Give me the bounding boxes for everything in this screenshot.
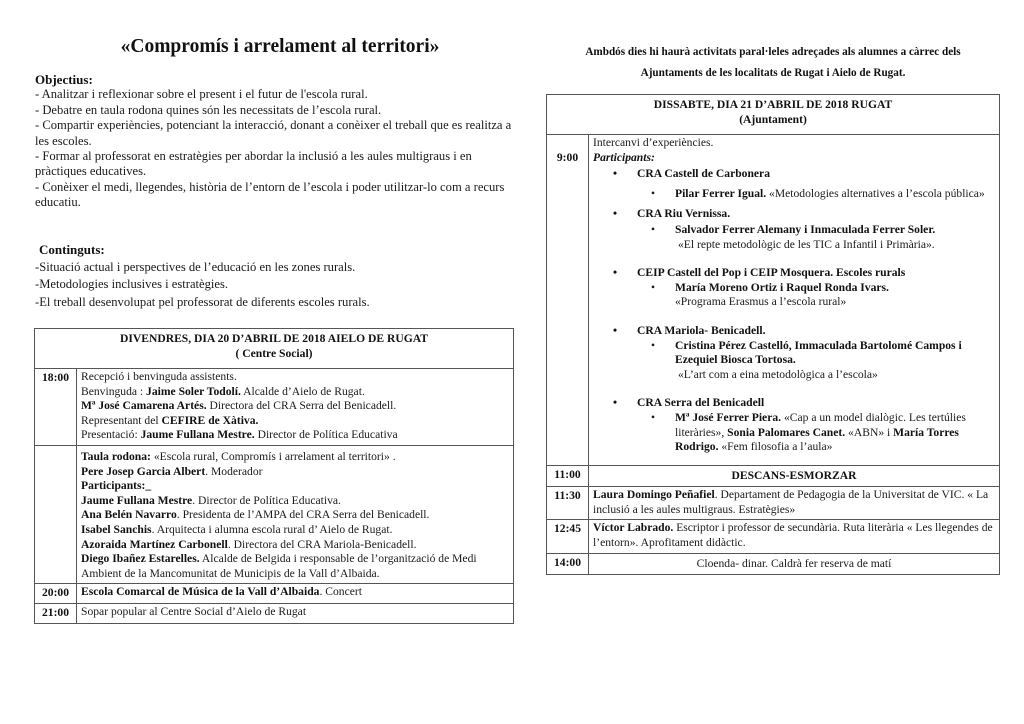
table-header-row — [547, 95, 1000, 135]
school-item: • CRA Mariola- Benicadell. — [605, 324, 995, 339]
activity-line: Representant del CEFIRE de Xàtiva. — [81, 413, 259, 427]
bullet-icon: • — [651, 280, 656, 294]
activity-line: Mª José Camarena Artés. Directora del CRA Serra del Benicadell. — [81, 399, 397, 413]
activity-line: Presentació: Jaume Fullana Mestre. Director de Política Educativa — [81, 428, 398, 442]
activity-line: Benvinguda : Jaime Soler Todolí. Alcalde d’Aielo de Rugat. — [81, 384, 365, 398]
bullet-icon: • — [613, 396, 618, 410]
table-row — [547, 465, 1000, 487]
activity-line: Jaume Fullana Mestre. Director de Política Educativa. — [81, 493, 341, 507]
bullet-icon: • — [651, 338, 656, 352]
table-header-row — [35, 329, 514, 369]
table-row — [547, 520, 1000, 553]
time-cell: 11:00 — [547, 465, 589, 487]
activity-line: Isabel Sanchis. Arquitecta i alumna escola rural d’ Aielo de Rugat. — [81, 522, 393, 536]
activity-line: Taula rodona: «Escola rural, Compromís i arrelament al territori» . — [81, 449, 396, 463]
school-item: • CRA Castell de Carbonera — [605, 167, 995, 182]
time-cell: 20:00 — [35, 584, 77, 604]
document-title: «Compromís i arrelament al territori» — [120, 36, 440, 57]
table-row — [35, 584, 514, 604]
note-line: Ajuntaments de les localitats de Rugat i Aielo de Rugat. — [640, 67, 906, 79]
friday-header-venue: ( Centre Social) — [235, 346, 313, 360]
activity-line: Diego Ibañez Estarelles. Alcalde de Belgida i responsable de l’organització de Medi Ambient de la Mancomunitat de Municipis de la Vall d’Albaida. — [81, 552, 477, 580]
talk-title: «L’art com a eina metodològica a l’escola» — [678, 367, 878, 381]
speaker-item: • María Moreno Ortiz i Raquel Ronda Ivars. — [643, 281, 995, 296]
objectives-heading: Objectius: — [35, 72, 93, 87]
table-row — [35, 369, 514, 446]
activity-line: Ana Belén Navarro. Presidenta de l’AMPA del CRA Serra del Benicadell. — [81, 508, 430, 522]
school-item: • CEIP Castell del Pop i CEIP Mosquera. Escoles rurals — [605, 266, 995, 281]
table-row — [35, 445, 514, 583]
activity-line: Pere Josep Garcia Albert. Moderador — [81, 464, 263, 478]
bullet-icon: • — [613, 167, 618, 181]
saturday-header-venue: (Ajuntament) — [739, 112, 807, 126]
time-cell: 9:00 — [547, 135, 589, 466]
participants-label: Participants: — [593, 150, 655, 164]
contents-item: -Metodologies inclusives i estratègies. — [35, 277, 229, 291]
activity-cell: Sopar popular al Centre Social d’Aielo de Rugat — [77, 603, 514, 623]
activity-cell — [77, 369, 514, 446]
objective-item: - Compartir experiències, potenciant la interacció, donant a conèixer el treball que es realitza a les escoles. — [35, 118, 512, 148]
closing-cell: Cloenda- dinar. Caldrà fer reserva de matí — [589, 553, 1000, 575]
contents-item: -Situació actual i perspectives de l’educació en les zones rurals. — [35, 259, 356, 274]
speaker-item: • Cristina Pérez Castelló, Immaculada Bartolomé Campos i Ezequiel Biosca Tortosa. — [643, 339, 995, 368]
table-row — [547, 553, 1000, 575]
activity-cell — [77, 445, 514, 583]
bullet-icon: • — [613, 266, 618, 280]
speaker-item: • Mª José Ferrer Piera. «Cap a un model dialògic. Les tertúlies literàries», Sonia Palomares Canet. «ABN» i María Torres Rodrigo. «Fem filosofia a l’aula» — [643, 411, 995, 455]
bullet-icon: • — [613, 323, 618, 337]
activity-cell: Escola Comarcal de Música de la Vall d’Albaida. Concert — [77, 584, 514, 604]
table-row — [547, 487, 1000, 520]
saturday-header — [547, 95, 1000, 135]
activity-line: Recepció i benvinguda assistents. — [81, 370, 237, 383]
bullet-icon: • — [651, 410, 656, 424]
time-cell: 11:30 — [547, 487, 589, 520]
table-row — [35, 603, 514, 623]
school-item: • CRA Serra del Benicadell — [605, 396, 995, 411]
bullet-icon: • — [651, 186, 656, 200]
activity-cell: Laura Domingo Peñafiel. Departament de Pedagogia de la Universitat de VIC. « La inclusió a les aules multigraus. Estratègies» — [589, 487, 1000, 520]
speaker-item: • Pilar Ferrer Igual. «Metodologies alternatives a l’escola pública» — [643, 187, 995, 202]
activity-line: Participants:_ — [81, 479, 152, 493]
time-cell: 12:45 — [547, 520, 589, 553]
saturday-schedule-table — [546, 94, 1000, 575]
parallel-activities-note — [546, 42, 1000, 84]
activity-cell — [589, 135, 1000, 466]
school-item: • CRA Riu Vernissa. — [605, 207, 995, 222]
time-cell: 18:00 — [35, 369, 77, 446]
activity-cell: Víctor Labrado. Escriptor i professor de secundària. Ruta literària « Les llegendes de l’entorn». Aprofitament didàctic. — [589, 520, 1000, 553]
friday-schedule-table — [34, 328, 514, 624]
table-row — [547, 135, 1000, 466]
note-line: Ambdós dies hi haurà activitats paral·leles adreçades als alumnes a càrrec dels — [585, 46, 961, 58]
time-cell — [35, 445, 77, 583]
objectives-section — [35, 72, 515, 211]
objective-item: - Debatre en taula rodona quines són les necessitats de l’escola rural. — [35, 102, 382, 117]
friday-header — [35, 329, 514, 369]
friday-header-date: DIVENDRES, DIA 20 D’ABRIL DE 2018 AIELO DE RUGAT — [119, 332, 429, 345]
bullet-icon: • — [651, 222, 656, 236]
speaker-item: • Salvador Ferrer Alemany i Inmaculada Ferrer Soler. — [643, 223, 995, 238]
talk-title: «El repte metodològic de les TIC a Infantil i Primària». — [678, 237, 935, 251]
break-cell: DESCANS-ESMORZAR — [589, 465, 1000, 487]
objective-item: - Conèixer el medi, llegendes, història de l’entorn de l’escola i poder utilitzar-lo com a recurs educatiu. — [35, 179, 505, 210]
time-cell: 14:00 — [547, 553, 589, 575]
objective-item: - Formar al professorat en estratègies per abordar la inclusió a les aules multigraus i en pràctiques educatives. — [35, 149, 472, 179]
activity-intro: Intercanvi d’experiències. — [593, 136, 714, 149]
objective-item: - Analitzar i reflexionar sobre el present i el futur de l'escola rural. — [35, 87, 368, 102]
talk-title: «Programa Erasmus a l’escola rural» — [675, 295, 847, 309]
contents-section — [35, 241, 515, 311]
bullet-icon: • — [613, 207, 618, 221]
contents-item: -El treball desenvolupat pel professorat de diferents escoles rurals. — [35, 294, 370, 309]
activity-line: Azoraida Martínez Carbonell. Directora del CRA Mariola-Benicadell. — [81, 537, 417, 551]
contents-heading: Continguts: — [39, 242, 105, 257]
time-cell: 21:00 — [35, 603, 77, 623]
saturday-header-date: DISSABTE, DIA 21 D’ABRIL DE 2018 RUGAT — [653, 98, 893, 111]
